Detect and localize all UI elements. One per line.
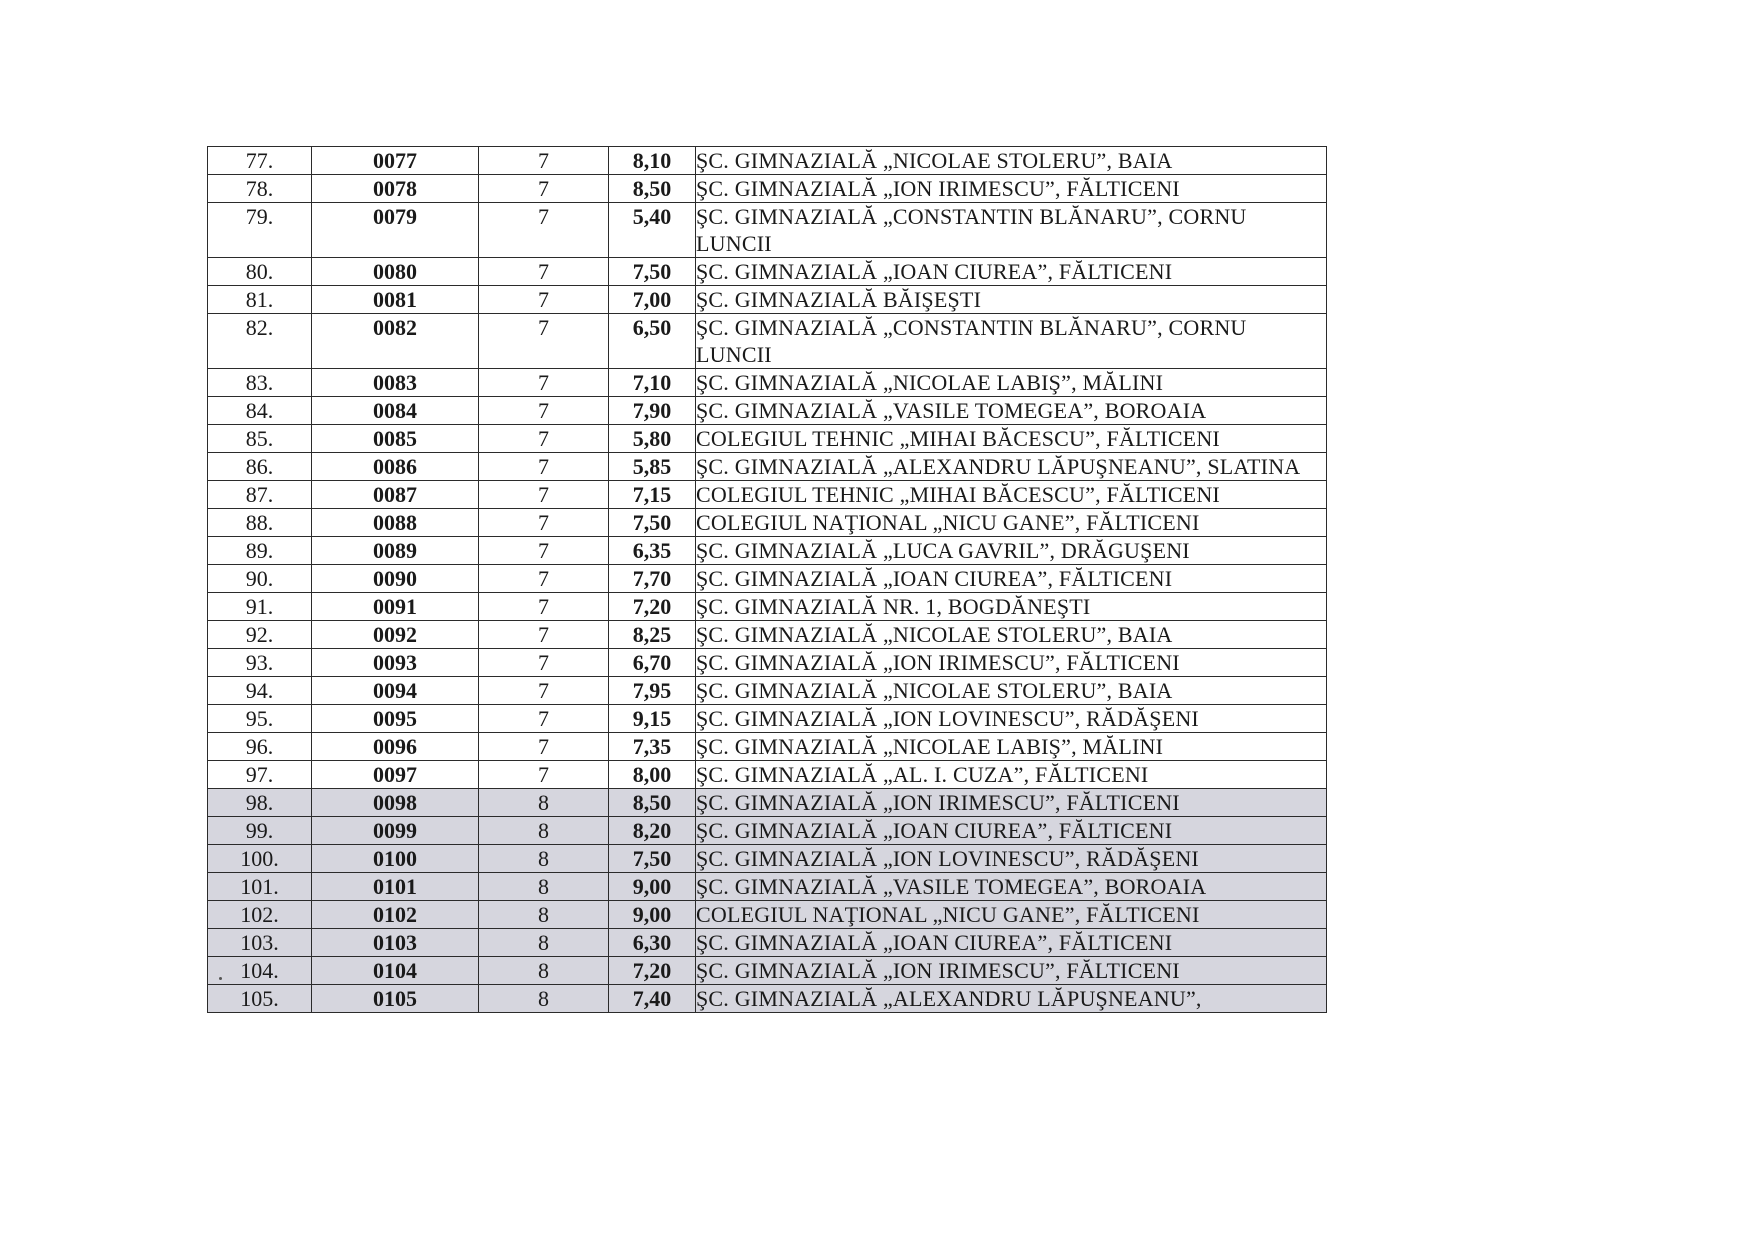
row-number: 94.: [208, 677, 312, 705]
table-row: [208, 873, 1327, 901]
row-number: 83.: [208, 369, 312, 397]
grade-value: 7,50: [609, 845, 696, 873]
table-row: [208, 565, 1327, 593]
row-number: 98.: [208, 789, 312, 817]
row-number: 97.: [208, 761, 312, 789]
class-level: 8: [479, 817, 609, 845]
grade-value: 7,00: [609, 286, 696, 314]
table-row: [208, 649, 1327, 677]
class-level: 7: [479, 733, 609, 761]
grade-value: 9,15: [609, 705, 696, 733]
row-number: 90.: [208, 565, 312, 593]
table-row: [208, 957, 1327, 985]
candidate-code: 0090: [312, 565, 479, 593]
table-row: [208, 985, 1327, 1013]
table-row: [208, 817, 1327, 845]
candidate-code: 0087: [312, 481, 479, 509]
candidate-code: 0103: [312, 929, 479, 957]
school-name: ŞC. GIMNAZIALĂ „AL. I. CUZA”, FĂLTICENI: [696, 761, 1327, 789]
school-name: ŞC. GIMNAZIALĂ „ION IRIMESCU”, FĂLTICENI: [696, 789, 1327, 817]
candidate-code: 0093: [312, 649, 479, 677]
class-level: 8: [479, 985, 609, 1013]
school-name: ŞC. GIMNAZIALĂ „IOAN CIUREA”, FĂLTICENI: [696, 817, 1327, 845]
candidate-code: 0078: [312, 175, 479, 203]
class-level: 7: [479, 481, 609, 509]
candidate-code: 0089: [312, 537, 479, 565]
grade-value: 6,70: [609, 649, 696, 677]
candidate-code: 0102: [312, 901, 479, 929]
school-name: ŞC. GIMNAZIALĂ „NICOLAE LABIŞ”, MĂLINI: [696, 733, 1327, 761]
school-name: ŞC. GIMNAZIALĂ „NICOLAE STOLERU”, BAIA: [696, 147, 1327, 175]
candidate-code: 0095: [312, 705, 479, 733]
grade-value: 5,40: [609, 203, 696, 258]
school-name: ŞC. GIMNAZIALĂ „IOAN CIUREA”, FĂLTICENI: [696, 258, 1327, 286]
candidate-code: 0077: [312, 147, 479, 175]
class-level: 7: [479, 621, 609, 649]
scan-speck: [219, 977, 222, 980]
table-row: [208, 705, 1327, 733]
table-row: [208, 677, 1327, 705]
table-row: [208, 147, 1327, 175]
table-row: [208, 286, 1327, 314]
results-table-body: [208, 147, 1327, 1013]
grade-value: 7,95: [609, 677, 696, 705]
candidate-code: 0096: [312, 733, 479, 761]
candidate-code: 0079: [312, 203, 479, 258]
school-name: ŞC. GIMNAZIALĂ „ION IRIMESCU”, FĂLTICENI: [696, 957, 1327, 985]
class-level: 7: [479, 705, 609, 733]
candidate-code: 0085: [312, 425, 479, 453]
row-number: 78.: [208, 175, 312, 203]
table-row: [208, 789, 1327, 817]
candidate-code: 0099: [312, 817, 479, 845]
grade-value: 8,20: [609, 817, 696, 845]
row-number: 84.: [208, 397, 312, 425]
grade-value: 5,85: [609, 453, 696, 481]
table-row: [208, 481, 1327, 509]
candidate-code: 0104: [312, 957, 479, 985]
results-table: [207, 146, 1327, 1013]
class-level: 7: [479, 203, 609, 258]
class-level: 8: [479, 789, 609, 817]
row-number: 80.: [208, 258, 312, 286]
class-level: 8: [479, 873, 609, 901]
row-number: 77.: [208, 147, 312, 175]
row-number: 88.: [208, 509, 312, 537]
candidate-code: 0100: [312, 845, 479, 873]
class-level: 7: [479, 593, 609, 621]
row-number: 85.: [208, 425, 312, 453]
school-name: ŞC. GIMNAZIALĂ „VASILE TOMEGEA”, BOROAIA: [696, 397, 1327, 425]
grade-value: 5,80: [609, 425, 696, 453]
table-row: [208, 369, 1327, 397]
school-name: ŞC. GIMNAZIALĂ „CONSTANTIN BLĂNARU”, CORNU LUNCII: [696, 314, 1327, 369]
row-number: 93.: [208, 649, 312, 677]
candidate-code: 0088: [312, 509, 479, 537]
row-number: 101.: [208, 873, 312, 901]
grade-value: 8,50: [609, 789, 696, 817]
row-number: 95.: [208, 705, 312, 733]
grade-value: 9,00: [609, 901, 696, 929]
row-number: 103.: [208, 929, 312, 957]
row-number: 81.: [208, 286, 312, 314]
grade-value: 9,00: [609, 873, 696, 901]
table-row: [208, 509, 1327, 537]
class-level: 8: [479, 929, 609, 957]
grade-value: 7,20: [609, 957, 696, 985]
class-level: 7: [479, 649, 609, 677]
candidate-code: 0092: [312, 621, 479, 649]
class-level: 7: [479, 677, 609, 705]
class-level: 8: [479, 957, 609, 985]
class-level: 7: [479, 425, 609, 453]
school-name: ŞC. GIMNAZIALĂ „ION IRIMESCU”, FĂLTICENI: [696, 649, 1327, 677]
grade-value: 6,30: [609, 929, 696, 957]
grade-value: 7,50: [609, 258, 696, 286]
grade-value: 8,00: [609, 761, 696, 789]
class-level: 7: [479, 509, 609, 537]
table-row: [208, 845, 1327, 873]
school-name: ŞC. GIMNAZIALĂ „ALEXANDRU LĂPUŞNEANU”, SLATINA: [696, 453, 1327, 481]
class-level: 7: [479, 537, 609, 565]
school-name: COLEGIUL TEHNIC „MIHAI BĂCESCU”, FĂLTICENI: [696, 425, 1327, 453]
row-number: 91.: [208, 593, 312, 621]
class-level: 7: [479, 761, 609, 789]
class-level: 7: [479, 258, 609, 286]
candidate-code: 0098: [312, 789, 479, 817]
school-name: ŞC. GIMNAZIALĂ „NICOLAE LABIŞ”, MĂLINI: [696, 369, 1327, 397]
grade-value: 7,35: [609, 733, 696, 761]
table-row: [208, 929, 1327, 957]
school-name: ŞC. GIMNAZIALĂ „IOAN CIUREA”, FĂLTICENI: [696, 565, 1327, 593]
grade-value: 7,50: [609, 509, 696, 537]
grade-value: 7,10: [609, 369, 696, 397]
school-name: ŞC. GIMNAZIALĂ „ION LOVINESCU”, RĂDĂŞENI: [696, 705, 1327, 733]
grade-value: 6,50: [609, 314, 696, 369]
candidate-code: 0080: [312, 258, 479, 286]
table-row: [208, 203, 1327, 258]
class-level: 8: [479, 901, 609, 929]
row-number: 102.: [208, 901, 312, 929]
row-number: 82.: [208, 314, 312, 369]
class-level: 8: [479, 845, 609, 873]
grade-value: 7,20: [609, 593, 696, 621]
candidate-code: 0091: [312, 593, 479, 621]
table-row: [208, 397, 1327, 425]
grade-value: 6,35: [609, 537, 696, 565]
candidate-code: 0083: [312, 369, 479, 397]
table-row: [208, 537, 1327, 565]
school-name: ŞC. GIMNAZIALĂ NR. 1, BOGDĂNEŞTI: [696, 593, 1327, 621]
school-name: ŞC. GIMNAZIALĂ „VASILE TOMEGEA”, BOROAIA: [696, 873, 1327, 901]
school-name: ŞC. GIMNAZIALĂ „LUCA GAVRIL”, DRĂGUŞENI: [696, 537, 1327, 565]
row-number: 79.: [208, 203, 312, 258]
table-row: [208, 314, 1327, 369]
candidate-code: 0084: [312, 397, 479, 425]
table-row: [208, 733, 1327, 761]
table-row: [208, 175, 1327, 203]
school-name: ŞC. GIMNAZIALĂ „NICOLAE STOLERU”, BAIA: [696, 621, 1327, 649]
grade-value: 8,50: [609, 175, 696, 203]
class-level: 7: [479, 397, 609, 425]
candidate-code: 0086: [312, 453, 479, 481]
school-name: COLEGIUL NAŢIONAL „NICU GANE”, FĂLTICENI: [696, 509, 1327, 537]
table-row: [208, 593, 1327, 621]
grade-value: 7,70: [609, 565, 696, 593]
class-level: 7: [479, 147, 609, 175]
grade-value: 8,25: [609, 621, 696, 649]
row-number: 105.: [208, 985, 312, 1013]
row-number: 96.: [208, 733, 312, 761]
grade-value: 8,10: [609, 147, 696, 175]
row-number: 104.: [208, 957, 312, 985]
class-level: 7: [479, 453, 609, 481]
candidate-code: 0101: [312, 873, 479, 901]
school-name: COLEGIUL NAŢIONAL „NICU GANE”, FĂLTICENI: [696, 901, 1327, 929]
candidate-code: 0105: [312, 985, 479, 1013]
school-name: ŞC. GIMNAZIALĂ „NICOLAE STOLERU”, BAIA: [696, 677, 1327, 705]
class-level: 7: [479, 314, 609, 369]
candidate-code: 0081: [312, 286, 479, 314]
grade-value: 7,40: [609, 985, 696, 1013]
row-number: 86.: [208, 453, 312, 481]
row-number: 92.: [208, 621, 312, 649]
grade-value: 7,15: [609, 481, 696, 509]
candidate-code: 0094: [312, 677, 479, 705]
table-row: [208, 425, 1327, 453]
school-name: COLEGIUL TEHNIC „MIHAI BĂCESCU”, FĂLTICENI: [696, 481, 1327, 509]
class-level: 7: [479, 369, 609, 397]
table-row: [208, 258, 1327, 286]
table-row: [208, 453, 1327, 481]
candidate-code: 0082: [312, 314, 479, 369]
row-number: 100.: [208, 845, 312, 873]
table-row: [208, 761, 1327, 789]
row-number: 89.: [208, 537, 312, 565]
candidate-code: 0097: [312, 761, 479, 789]
school-name: ŞC. GIMNAZIALĂ „ION LOVINESCU”, RĂDĂŞENI: [696, 845, 1327, 873]
table-row: [208, 621, 1327, 649]
row-number: 87.: [208, 481, 312, 509]
school-name: ŞC. GIMNAZIALĂ „IOAN CIUREA”, FĂLTICENI: [696, 929, 1327, 957]
class-level: 7: [479, 286, 609, 314]
school-name: ŞC. GIMNAZIALĂ „ALEXANDRU LĂPUŞNEANU”,: [696, 985, 1327, 1013]
class-level: 7: [479, 175, 609, 203]
row-number: 99.: [208, 817, 312, 845]
school-name: ŞC. GIMNAZIALĂ „ION IRIMESCU”, FĂLTICENI: [696, 175, 1327, 203]
grade-value: 7,90: [609, 397, 696, 425]
school-name: ŞC. GIMNAZIALĂ BĂIŞEŞTI: [696, 286, 1327, 314]
class-level: 7: [479, 565, 609, 593]
table-row: [208, 901, 1327, 929]
school-name: ŞC. GIMNAZIALĂ „CONSTANTIN BLĂNARU”, CORNU LUNCII: [696, 203, 1327, 258]
